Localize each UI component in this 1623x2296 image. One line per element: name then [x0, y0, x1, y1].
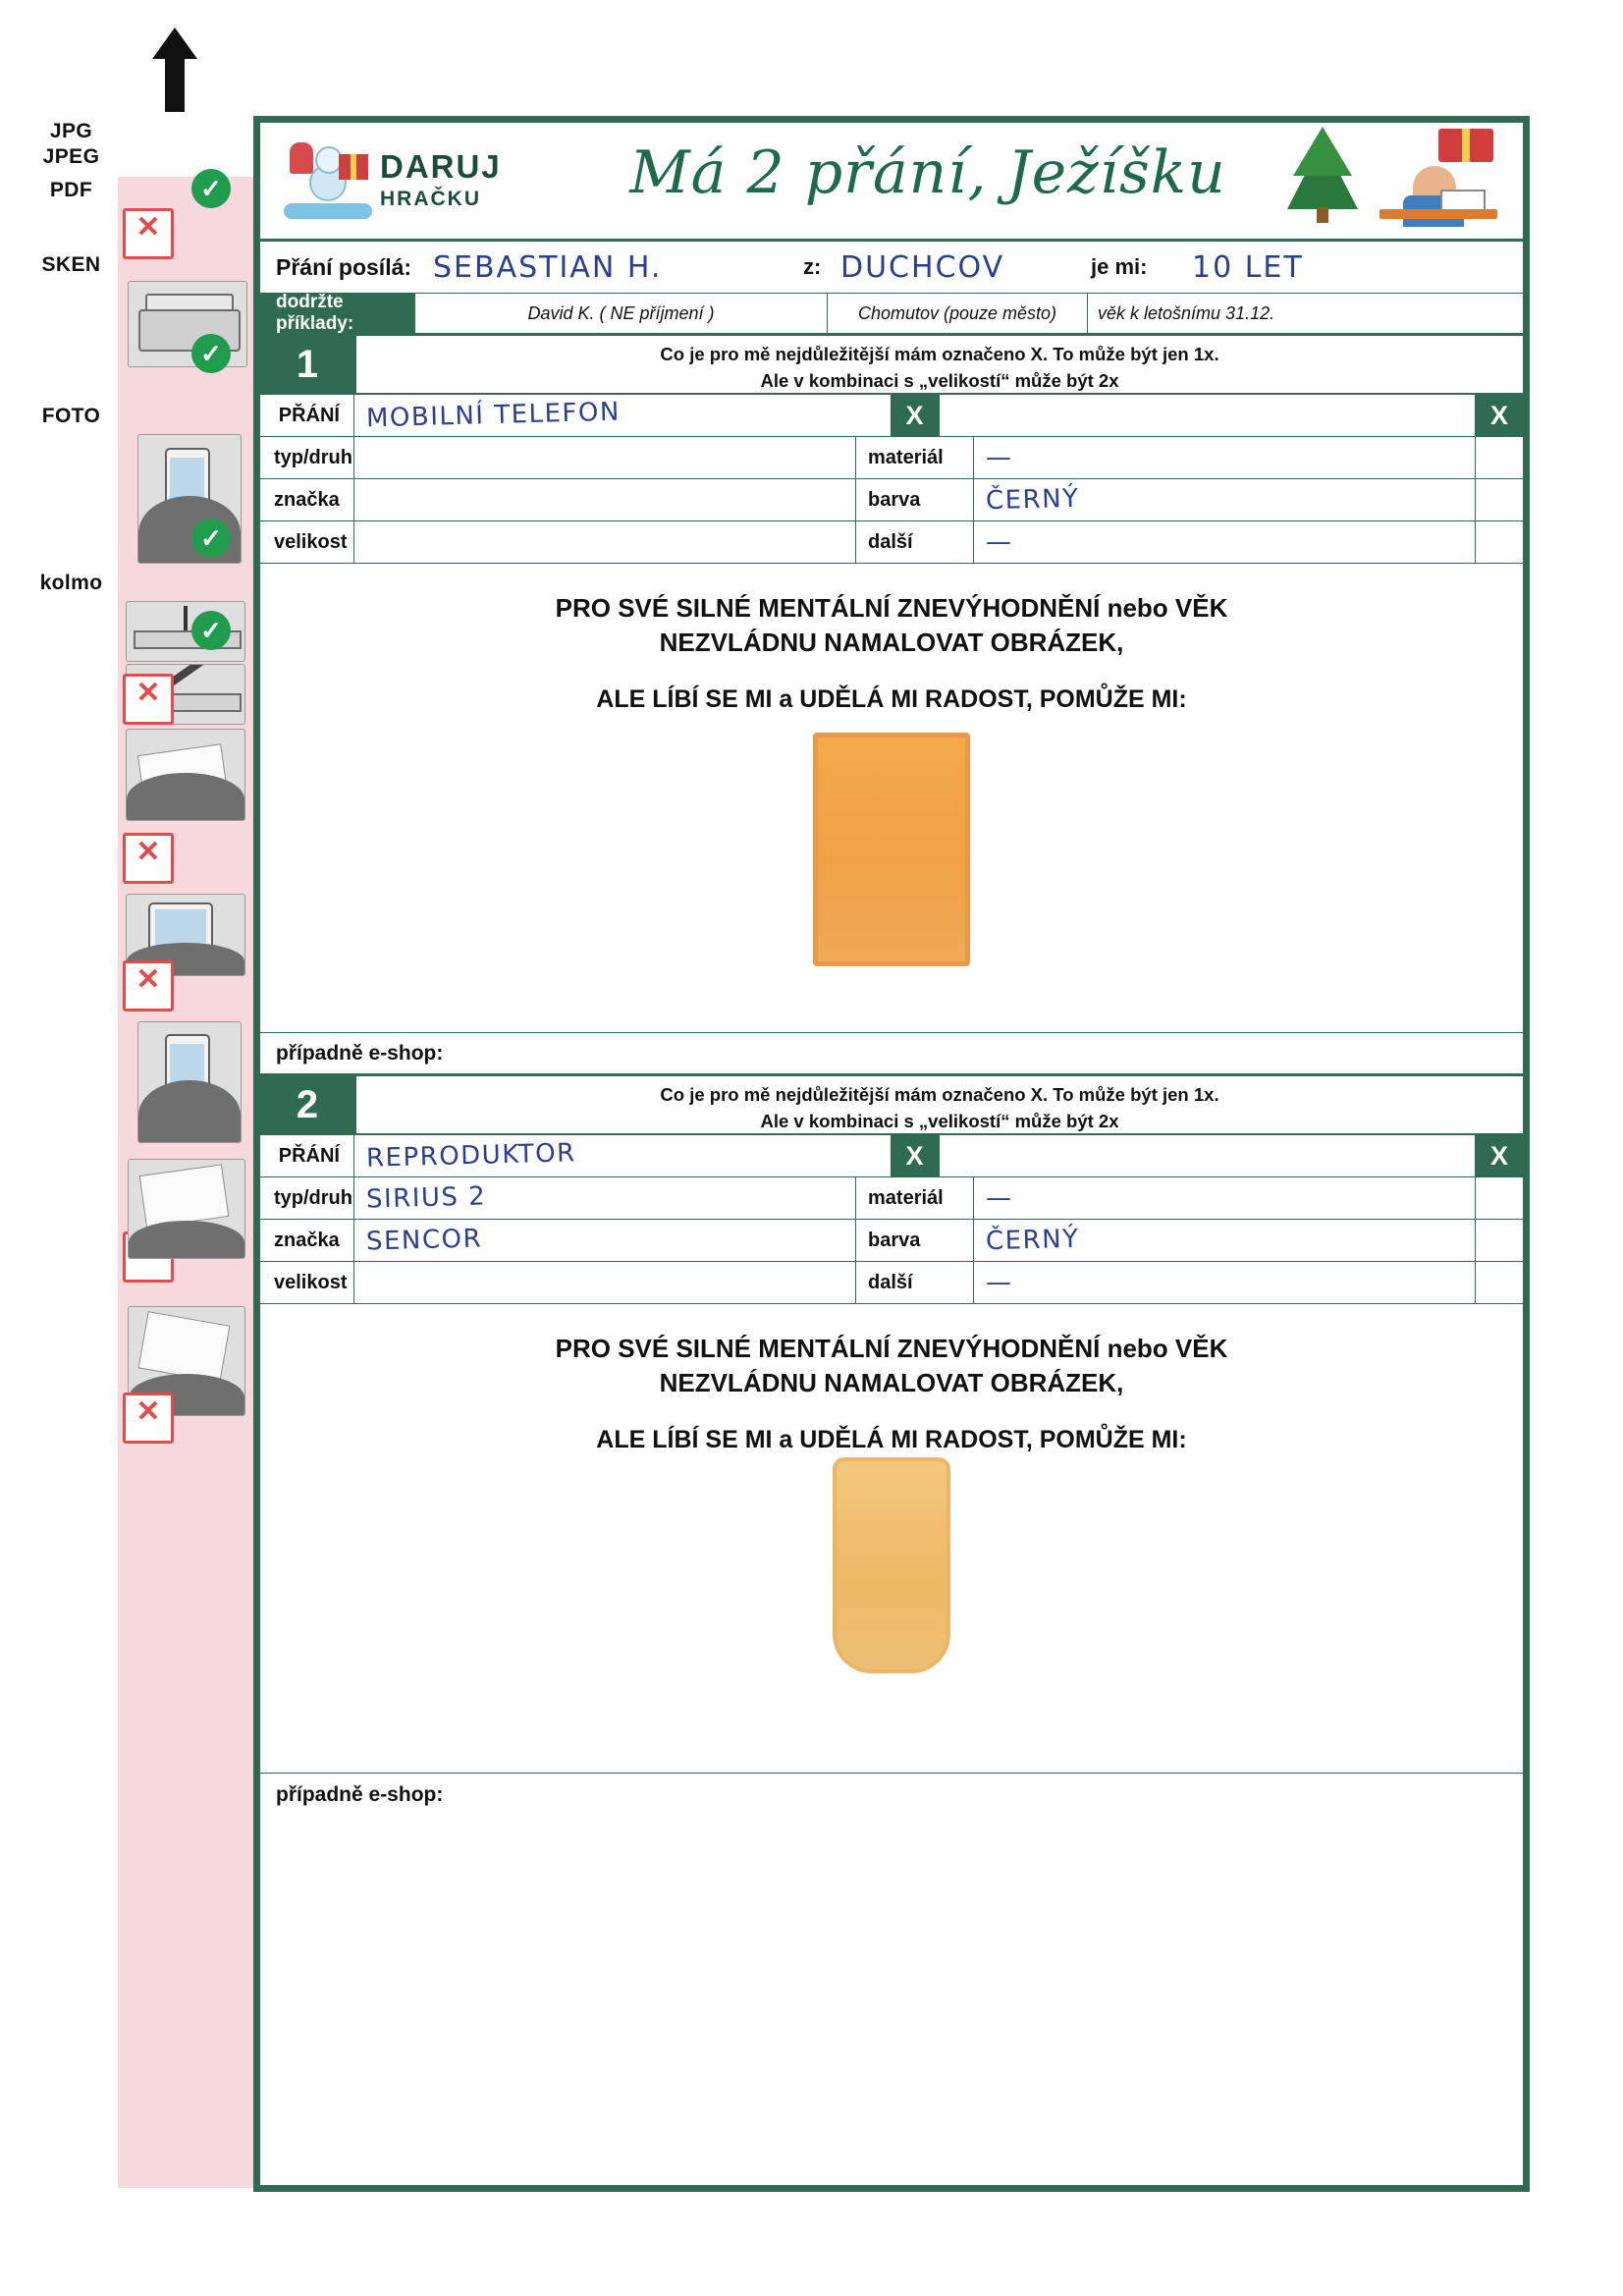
wish-2-barva-value: ČERNÝ	[985, 1224, 1080, 1257]
tilted-phone-2-cross-icon: ✕	[123, 1393, 174, 1444]
wish-1-velikost-label: velikost	[260, 521, 354, 563]
kolmo-check-icon: ✓	[191, 611, 231, 650]
instruction-line-2: Ale v kombinaci s „velikostí“ může být 2x	[760, 369, 1119, 391]
wish-2-prani-value: REPRODUKTOR	[365, 1138, 577, 1174]
wish-1-znacka-field[interactable]	[354, 479, 856, 520]
wish-2-dalsi-field[interactable]	[974, 1262, 1476, 1303]
wish-1-note-line-1: PRO SVÉ SILNÉ MENTÁLNÍ ZNEVÝHODNĚNÍ nebo VĚK	[555, 593, 1228, 623]
wish-2-velikost-row	[260, 1262, 1523, 1304]
wish-2-typdruh-row	[260, 1177, 1523, 1220]
wish-2-child-drawing	[833, 1457, 950, 1673]
wish-1-prani-field[interactable]	[354, 395, 892, 436]
instruction-2-line-2: Ale v kombinaci s „velikostí“ může být 2x	[760, 1110, 1119, 1131]
wish-2-typdruh-spacer	[1476, 1177, 1523, 1219]
wish-1-eshop-row[interactable]	[260, 1033, 1523, 1076]
wish-2-znacka-field[interactable]	[354, 1220, 856, 1261]
examples-label: dodržte příklady:	[260, 294, 415, 333]
jpg-check-icon: ✓	[191, 169, 231, 208]
wish-2-prani-label: PŘÁNÍ	[260, 1135, 354, 1176]
wish-2-x-mark-right[interactable]: X	[1476, 1135, 1523, 1176]
sken-check-icon: ✓	[191, 334, 231, 373]
wish-2-drawing-area[interactable]	[260, 1304, 1523, 1774]
wish-1-barva-field[interactable]	[974, 479, 1476, 520]
page-title: Má 2 přání, Ježíšku	[629, 138, 1226, 207]
wish-2-header	[260, 1076, 1523, 1135]
logo-line2: HRAČKU	[380, 188, 481, 210]
wish-1-typdruh-field[interactable]	[354, 437, 856, 478]
wish-1-barva-value: ČERNÝ	[985, 483, 1080, 517]
wish-2-znacka-label: značka	[260, 1220, 354, 1261]
wish-1-prani-right-cell[interactable]	[940, 395, 1477, 436]
sender-city-field[interactable]	[833, 250, 1083, 285]
tilted-paper-cross-icon: ✕	[123, 833, 174, 884]
wish-2-znacka-spacer	[1476, 1220, 1523, 1261]
sender-label: Přání posílá:	[276, 253, 412, 280]
wish-2-material-field[interactable]	[974, 1177, 1476, 1219]
wish-2-material-label: materiál	[856, 1177, 974, 1219]
wish-1-znacka-row	[260, 479, 1523, 521]
example-age: věk k letošnímu 31.12.	[1098, 302, 1275, 323]
wish-2-dalsi-value: —	[986, 1268, 1011, 1297]
wish-1-typdruh-spacer	[1476, 437, 1523, 478]
wish-2-prani-right-cell[interactable]	[940, 1135, 1477, 1176]
wish-2-number: 2	[260, 1076, 356, 1133]
wish-1-dalsi-value: —	[986, 527, 1011, 557]
wish-2-eshop-label: případně e-shop:	[276, 1783, 444, 1806]
sidebar-item-foto-label: FOTO	[41, 405, 101, 427]
wish-1-note-line-2: NEZVLÁDNU NAMALOVAT OBRÁZEK,	[659, 628, 1124, 658]
sender-z-label: z:	[803, 254, 822, 279]
logo-line1: DARUJ	[380, 148, 502, 185]
wish-2-prani-row	[260, 1135, 1523, 1177]
sender-age-field[interactable]	[1186, 250, 1523, 285]
wish-2-prani-field[interactable]	[354, 1135, 892, 1176]
instruction-line-1: Co je pro mě nejdůležitější mám označeno X. To může být jen 1x.	[660, 344, 1219, 364]
wish-2-znacka-row	[260, 1220, 1523, 1262]
foto-check-icon: ✓	[191, 519, 231, 558]
wish-1-velikost-spacer	[1476, 521, 1523, 563]
wish-1-velikost-row	[260, 521, 1523, 564]
wish-1-velikost-field[interactable]	[354, 521, 856, 563]
daruj-hracku-logo	[282, 129, 527, 231]
wish-1-typdruh-row	[260, 437, 1523, 479]
wish-2-instructions	[356, 1076, 1523, 1133]
wish-1-material-field[interactable]	[974, 437, 1476, 478]
example-city: Chomutov (pouze město)	[828, 294, 1088, 333]
wish-1-material-label: materiál	[856, 437, 974, 478]
wish-2-note-line-3: ALE LÍBÍ SE MI a UDĚLÁ MI RADOST, POMŮŽE MI:	[596, 1426, 1187, 1454]
wish-2-typdruh-field[interactable]	[354, 1177, 856, 1219]
wish-1-typdruh-label: typ/druh	[260, 437, 354, 478]
sender-age-label: je mi:	[1091, 254, 1148, 279]
hand-phone-cross-icon: ✕	[123, 960, 174, 1011]
sender-city-value: DUCHCOV	[840, 249, 1005, 285]
sidebar-item-kolmo-label: kolmo	[39, 572, 103, 594]
tilted-paper-icon	[126, 729, 245, 821]
wish-2-note-line-1: PRO SVÉ SILNÉ MENTÁLNÍ ZNEVÝHODNĚNÍ nebo VĚK	[555, 1334, 1228, 1363]
sidebar-item-sken-label: SKEN	[41, 253, 101, 276]
wish-1-eshop-label: případně e-shop:	[276, 1041, 444, 1065]
wish-1-x-mark-left[interactable]: X	[892, 395, 940, 436]
examples-row	[260, 294, 1523, 336]
wish-1-material-value: —	[986, 443, 1011, 472]
wish-2-note-line-2: NEZVLÁDNU NAMALOVAT OBRÁZEK,	[659, 1368, 1124, 1398]
sender-age-value: 10 LET	[1192, 249, 1304, 285]
wish-1-barva-label: barva	[856, 479, 974, 520]
sidebar-item-jpeg-label: JPEG	[42, 145, 100, 168]
wish-2-velikost-field[interactable]	[354, 1262, 856, 1303]
wish-2-x-mark-left[interactable]: X	[892, 1135, 940, 1176]
wish-1-prani-value: MOBILNÍ TELEFON	[365, 397, 622, 434]
sender-name-value: SEBASTIAN H.	[433, 249, 663, 285]
wish-1-header	[260, 336, 1523, 395]
wish-2-typdruh-label: typ/druh	[260, 1177, 354, 1219]
sender-row	[260, 242, 1523, 294]
pdf-cross-icon: ✕	[123, 208, 174, 259]
wish-2-dalsi-label: další	[856, 1262, 974, 1303]
wish-2-barva-label: barva	[856, 1220, 974, 1261]
form-header	[260, 123, 1523, 242]
wish-2-velikost-spacer	[1476, 1262, 1523, 1303]
sidebar-item-pdf-label: PDF	[49, 179, 93, 201]
christmas-illustration	[1270, 125, 1515, 237]
phone-screen-icon	[137, 1021, 242, 1143]
wish-1-note-line-3: ALE LÍBÍ SE MI a UDĚLÁ MI RADOST, POMŮŽE MI:	[596, 685, 1187, 714]
wish-1-dalsi-field[interactable]	[974, 521, 1476, 563]
wish-2-znacka-value: SENCOR	[365, 1224, 483, 1257]
wish-2-typdruh-value: SIRIUS 2	[365, 1181, 487, 1215]
wish-1-drawing-area[interactable]	[260, 564, 1523, 1033]
wish-1-dalsi-label: další	[856, 521, 974, 563]
wish-form-sheet	[253, 116, 1530, 2192]
wish-2-material-value: —	[986, 1183, 1011, 1213]
santa-snowman-icon	[282, 138, 376, 223]
angled-camera-cross-icon: ✕	[123, 674, 174, 725]
wish-2-barva-field[interactable]	[974, 1220, 1476, 1261]
wish-1-x-mark-right[interactable]: X	[1476, 395, 1523, 436]
wish-1-instructions	[356, 336, 1523, 393]
wish-1-znacka-label: značka	[260, 479, 354, 520]
sender-name-field[interactable]	[415, 250, 803, 285]
wish-2-velikost-label: velikost	[260, 1262, 354, 1303]
example-name: David K. ( NE příjmení )	[415, 294, 828, 333]
wish-1-child-drawing	[813, 733, 970, 966]
wish-1-prani-row	[260, 395, 1523, 437]
instruction-2-line-1: Co je pro mě nejdůležitější mám označeno X. To může být jen 1x.	[660, 1084, 1219, 1105]
wish-1-number: 1	[260, 336, 356, 393]
wish-1-znacka-spacer	[1476, 479, 1523, 520]
wish-2-eshop-row[interactable]	[260, 1774, 1523, 1817]
tilted-phone-icon	[128, 1159, 245, 1259]
wish-1-prani-label: PŘÁNÍ	[260, 395, 354, 436]
sidebar-item-jpg-label: JPG	[49, 120, 93, 142]
